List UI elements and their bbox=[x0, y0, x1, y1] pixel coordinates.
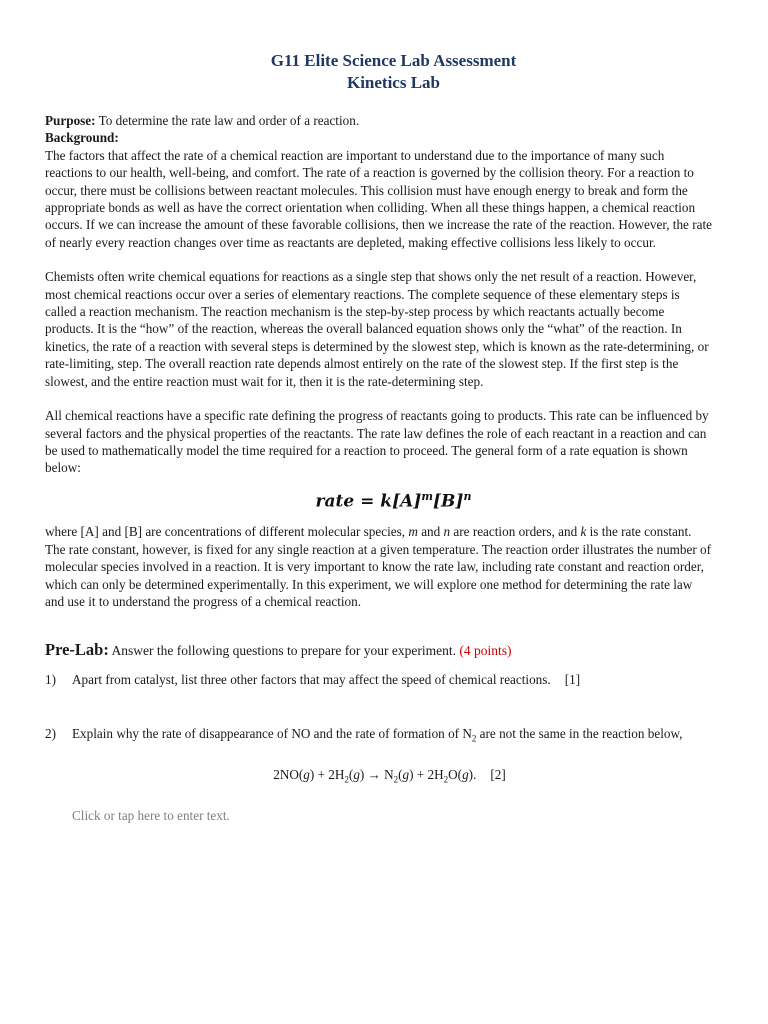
answer-text-field[interactable]: Click or tap here to enter text. bbox=[72, 807, 230, 823]
question-2-marks: [2] bbox=[490, 766, 506, 782]
concentration-b: [B] bbox=[432, 491, 464, 512]
para4-n: n bbox=[443, 524, 451, 540]
prelab-label: Pre-Lab: bbox=[45, 640, 109, 660]
reaction-equation: $2NO(g) + 2H_2(g) \to N_2(g) + 2H_2O(g)$. [2] bbox=[273, 766, 506, 785]
rate-equation-lhs: rate bbox=[315, 491, 355, 512]
background-heading bbox=[45, 129, 712, 146]
question-2-number: 2) bbox=[45, 725, 56, 741]
question-2 bbox=[45, 725, 712, 748]
order-m: m bbox=[421, 489, 433, 503]
question-1-number: 1) bbox=[45, 672, 56, 688]
rate-equation-equals: = bbox=[354, 491, 381, 512]
para4-text-4: is the rate constant. The rate constant, however, is fixed for any single reaction at a given temperature. The reaction order illustrates the number of molecular species involved in a reaction. It is very important to know the rate law, including rate constant and reaction order, which can only be determined experimentally. In this experiment, we will explore one method for determining the rate law and use it to understand the progress of a chemical reaction. bbox=[45, 524, 712, 609]
document-subtitle: Kinetics Lab bbox=[346, 73, 441, 92]
question-2-text-b: are not the same in the reaction below, bbox=[476, 725, 683, 741]
para4-text-2: and bbox=[417, 524, 444, 540]
background-label: Background: bbox=[45, 130, 119, 146]
para4-k: k bbox=[580, 524, 587, 540]
question-1-text: Apart from catalyst, list three other factors that may affect the speed of chemical reactions. bbox=[72, 672, 551, 688]
prelab-instruction: Answer the following questions to prepare for your experiment. bbox=[108, 643, 460, 659]
question-1-marks: [1] bbox=[564, 672, 581, 688]
rate-equation bbox=[75, 485, 712, 514]
background-paragraph-1: The factors that affect the rate of a chemical reaction are important to understand due to the importance of many such reactions to our health, well-being, and comfort. The rate of a reaction is governed by the collision theory. For a reaction to occur, there must be collisions between reactant molecules. This collision must have enough energy to break and form the appropriate bonds as well as have the correct orientation when colliding. When all these things happen, a chemical reaction occurs. If we can increase the amount of these favorable collisions, then we increase the rate of the reaction. However, the rate of nearly every reaction changes over time as reactants are depleted, making effective collisions less likely to occur. bbox=[45, 147, 712, 250]
purpose-text: To determine the rate law and order of a reaction. bbox=[95, 113, 360, 128]
background-paragraph-4 bbox=[45, 523, 712, 610]
purpose-line bbox=[45, 112, 712, 129]
document-title: G11 Elite Science Lab Assessment bbox=[270, 51, 517, 70]
rate-constant-symbol: k bbox=[380, 491, 393, 512]
question-2-text-a: Explain why the rate of disappearance of NO and the rate of formation of N bbox=[72, 725, 472, 741]
para4-m: m bbox=[408, 524, 418, 540]
question-2-sub: 2 bbox=[471, 733, 477, 744]
para4-text-3: are reaction orders, and bbox=[450, 524, 581, 540]
question-1 bbox=[45, 671, 712, 688]
prelab-heading bbox=[45, 640, 712, 661]
background-paragraph-2: Chemists often write chemical equations for reactions as a single step that shows only the net result of a reaction. However, most chemical reactions occur over a series of elementary reactions. The complete sequence of these elementary steps is called a reaction mechanism. The reaction mechanism is the step-by-step process by which reactants actually become products. It is the “how” of the reaction, whereas the overall balanced equation shows only the “what” of the reaction. In kinetics, the rate of a reaction with several steps is determined by the slowest step, which is known as the rate-determining, or rate-limiting, step. The overall reaction rate depends almost entirely on the rate of the slowest step. If the first step is the slowest, and the entire reaction must wait for it, then it is the rate-determining step. bbox=[45, 269, 709, 389]
purpose-label: Purpose: bbox=[45, 113, 96, 128]
concentration-a: [A] bbox=[392, 491, 422, 512]
prelab-points: (4 points) bbox=[459, 643, 512, 659]
background-paragraph-3: All chemical reactions have a specific rate defining the progress of reactants going to products. This rate can be influenced by several factors and the physical properties of the reactants. The rate law defines the role of each reactant in a reaction and can be used to mathematically model the time required for a reaction to proceed. The general form of a rate equation is shown below: bbox=[45, 408, 709, 476]
para4-text-1: where [A] and [B] are concentrations of different molecular species, bbox=[45, 524, 409, 540]
order-n: n bbox=[463, 489, 472, 503]
